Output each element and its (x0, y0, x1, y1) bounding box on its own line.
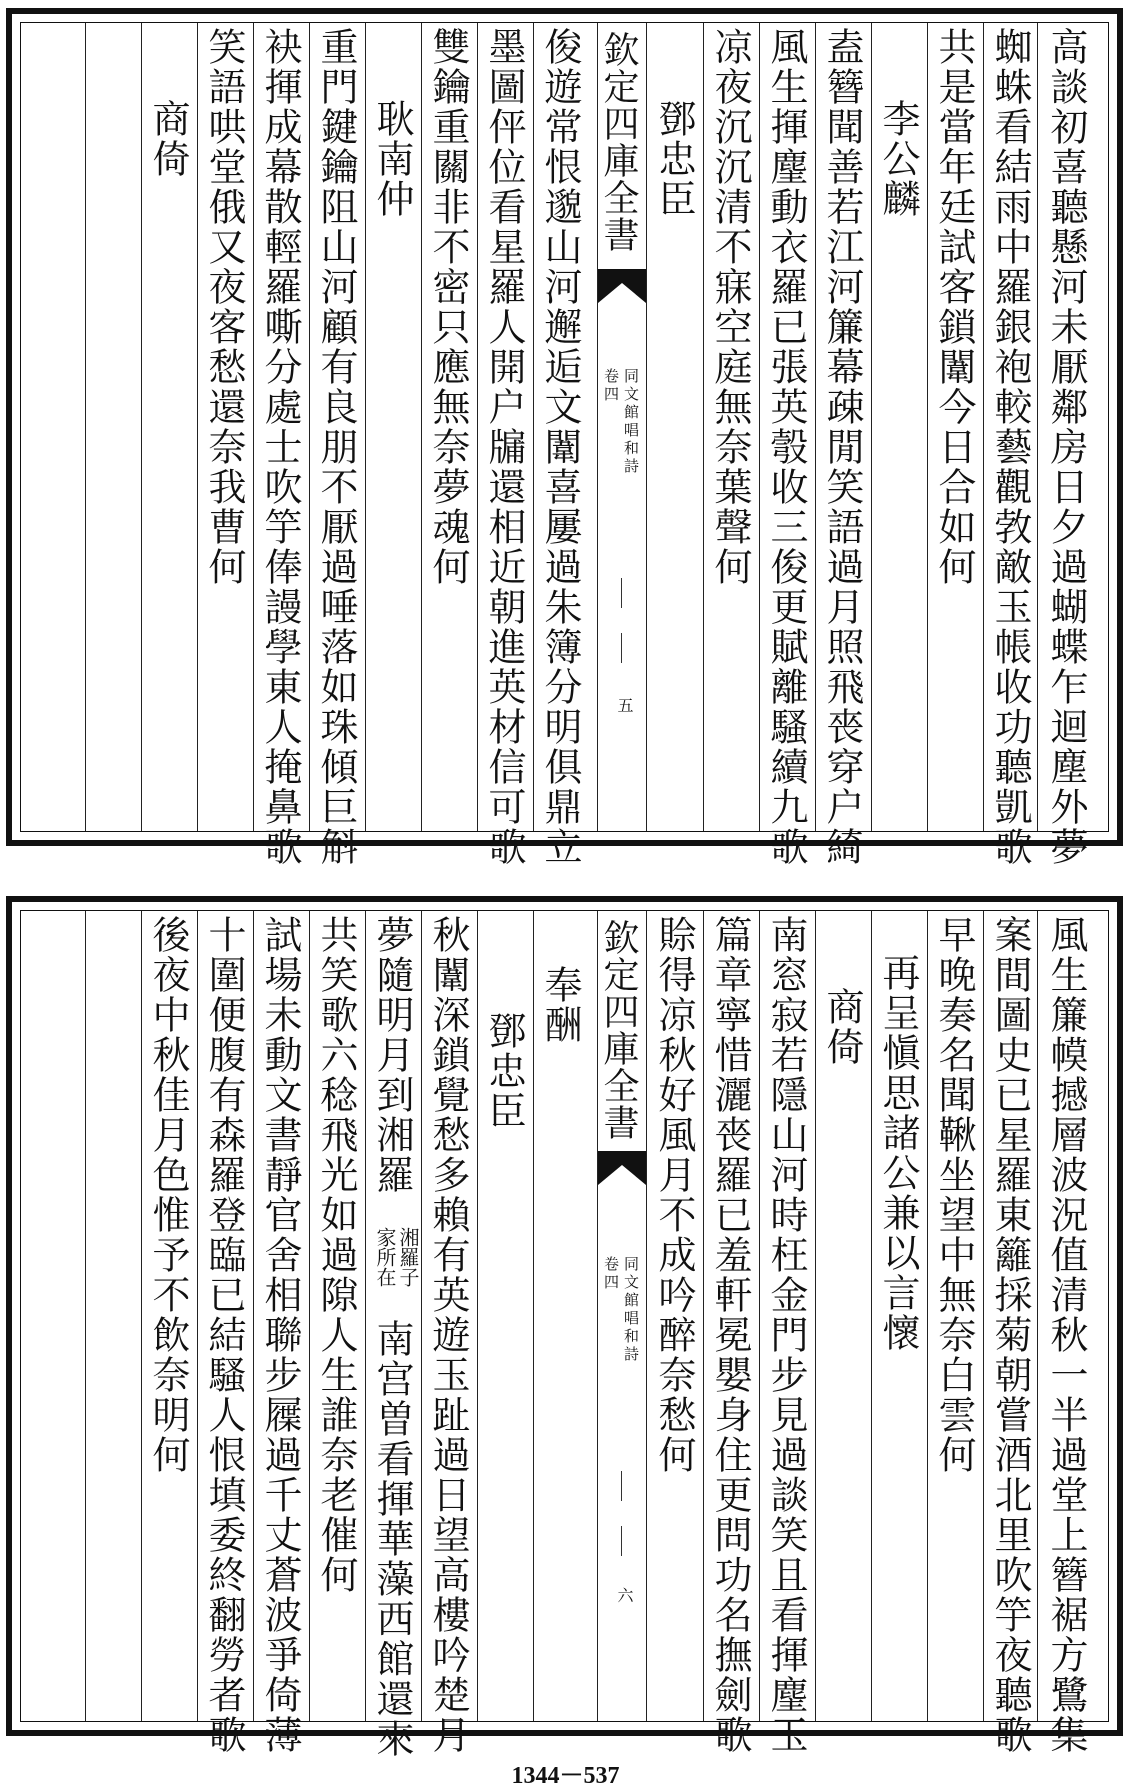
column-rule (141, 23, 142, 831)
text-column: 後夜中秋佳月色惟予不飲奈明何 (146, 915, 190, 1475)
text-column: 凉夜沉沉清不寐空庭無奈葉聲何 (708, 27, 752, 587)
text-column: 墨圖伻位看星羅人開户牖還相近朝進英材信可歌 (482, 27, 526, 867)
volume-title: 同文館唱和詩 (622, 368, 640, 476)
author-name: 李公麟 (876, 99, 920, 219)
text-column: 南宫曽看揮華藻西館還來 (370, 1319, 414, 1759)
column-rule (759, 911, 760, 1721)
author-name: 鄧忠臣 (652, 99, 696, 219)
book-title: 欽定四庫全書 (598, 31, 639, 253)
column-rule (85, 911, 86, 1721)
text-column: 案間圖史已星羅東籬採菊朝嘗酒北里吹竽夜聽歌 (988, 915, 1032, 1755)
text-column: 共笑歌六稔飛光如過隙人生誰奈老催何 (314, 915, 358, 1595)
column-rule (197, 911, 198, 1721)
column-rule (983, 911, 984, 1721)
column-rule (421, 23, 422, 831)
text-column: 袂揮成幕散輕羅嘶分處士吹竽俸謾學東人掩鼻歌 (258, 27, 302, 867)
volume-number: 卷四 (602, 1256, 620, 1292)
top-page (6, 8, 1123, 867)
volume-number: 卷四 (602, 368, 620, 404)
book-title: 欽定四庫全書 (598, 919, 639, 1141)
bottom-page (6, 896, 1123, 1759)
column-rule (871, 911, 872, 1721)
inline-note-left: 家所在 (373, 1227, 397, 1287)
column-rule (253, 23, 254, 831)
column-rule (197, 23, 198, 831)
poem-heading: 奉酬 (538, 965, 582, 1045)
volume-title: 同文館唱和詩 (622, 1256, 640, 1364)
text-column: 風生簾幙撼層波況值清秋一半過堂上簪裾方鷺集 (1044, 915, 1088, 1755)
column-rule (365, 23, 366, 831)
page-number: 五 (615, 697, 634, 713)
fishtail-mark (598, 269, 646, 303)
text-column: 十圍便腹有森羅登臨已結騷人恨填委終翻勞者歌 (202, 915, 246, 1755)
column-rule (815, 911, 816, 1721)
inline-note-right: 湘羅子 (396, 1227, 420, 1287)
center-fold (597, 911, 647, 1721)
text-column: 夢隨明月到湘羅 (370, 915, 414, 1195)
center-fold (597, 23, 647, 831)
author-name: 鄧忠臣 (482, 1011, 526, 1131)
column-rule (309, 911, 310, 1721)
text-column: 秋闈深鎖覺愁多賴有英遊玉趾過日望高樓吟楚月 (426, 915, 470, 1755)
column-rule (927, 911, 928, 1721)
text-column: 早晚奏名聞鞦坐望中無奈白雲何 (932, 915, 976, 1475)
page-footer-number: 1344－537 (511, 1763, 620, 1789)
text-column: 賒得凉秋好風月不成吟醉奈愁何 (652, 915, 696, 1475)
column-rule (533, 23, 534, 831)
text-column: 共是當年廷試客鎖闈今日合如何 (932, 27, 976, 587)
column-rule (477, 23, 478, 831)
text-column: 高談初喜聽懸河未厭鄰房日夕過蝴蝶乍迴塵外夢 (1044, 27, 1088, 867)
author-name: 商倚 (146, 99, 190, 179)
column-rule (983, 23, 984, 831)
text-column: 俊遊常恨邈山河邂逅文闈喜屢過朱簿分明俱鼎立 (538, 27, 582, 867)
text-column: 重門鍵鑰阻山河顧有良朋不厭過唾落如珠傾巨斛 (314, 27, 358, 867)
column-rule (421, 911, 422, 1721)
column-rule (365, 911, 366, 1721)
poem-heading: 再呈愼思諸公兼以言懷 (876, 953, 920, 1353)
author-name: 商倚 (820, 987, 864, 1067)
text-column: 篇章寧惜灑䘮羅已羞軒冕嬰身住更問功名撫劍歌 (708, 915, 752, 1755)
fishtail-mark (598, 1151, 646, 1185)
text-column: 試場未動文書靜官舍相聯步屧過千丈蒼波爭倚薄 (258, 915, 302, 1755)
text-column: 風生揮麈動衣羅已張英彀收三俊更賦離騷續九歌 (764, 27, 808, 867)
top-page-frame (20, 22, 1109, 867)
column-rule (703, 911, 704, 1721)
column-rule (253, 911, 254, 1721)
text-column: 盍簪聞善若江河簾幕疎閒笑語過月照飛䘮穿户綺 (820, 27, 864, 867)
column-rule (815, 23, 816, 831)
column-rule (871, 23, 872, 831)
inline-note (373, 1227, 421, 1317)
annotated-column (370, 915, 421, 1759)
column-rule (533, 911, 534, 1721)
bottom-page-frame (20, 910, 1109, 1759)
column-rule (1037, 23, 1038, 831)
text-column: 蜘蛛看結雨中羅銀袍較藝觀㪍敵玉帳收功聽凱歌 (988, 27, 1032, 867)
column-rule (309, 23, 310, 831)
column-rule (759, 23, 760, 831)
text-column: 雙鑰重關非不密只應無奈夢魂何 (426, 27, 470, 587)
column-rule (703, 23, 704, 831)
text-column: 笑語哄堂俄又夜客愁還奈我曹何 (202, 27, 246, 587)
page-number: 六 (615, 1587, 634, 1603)
column-rule (141, 911, 142, 1721)
column-rule (927, 23, 928, 831)
column-rule (477, 911, 478, 1721)
text-column: 南窓寂若隱山河時枉金門步見過談笑且看揮麈玉 (764, 915, 808, 1755)
column-rule (1037, 911, 1038, 1721)
column-rule (85, 23, 86, 831)
author-name: 耿南仲 (370, 99, 414, 219)
